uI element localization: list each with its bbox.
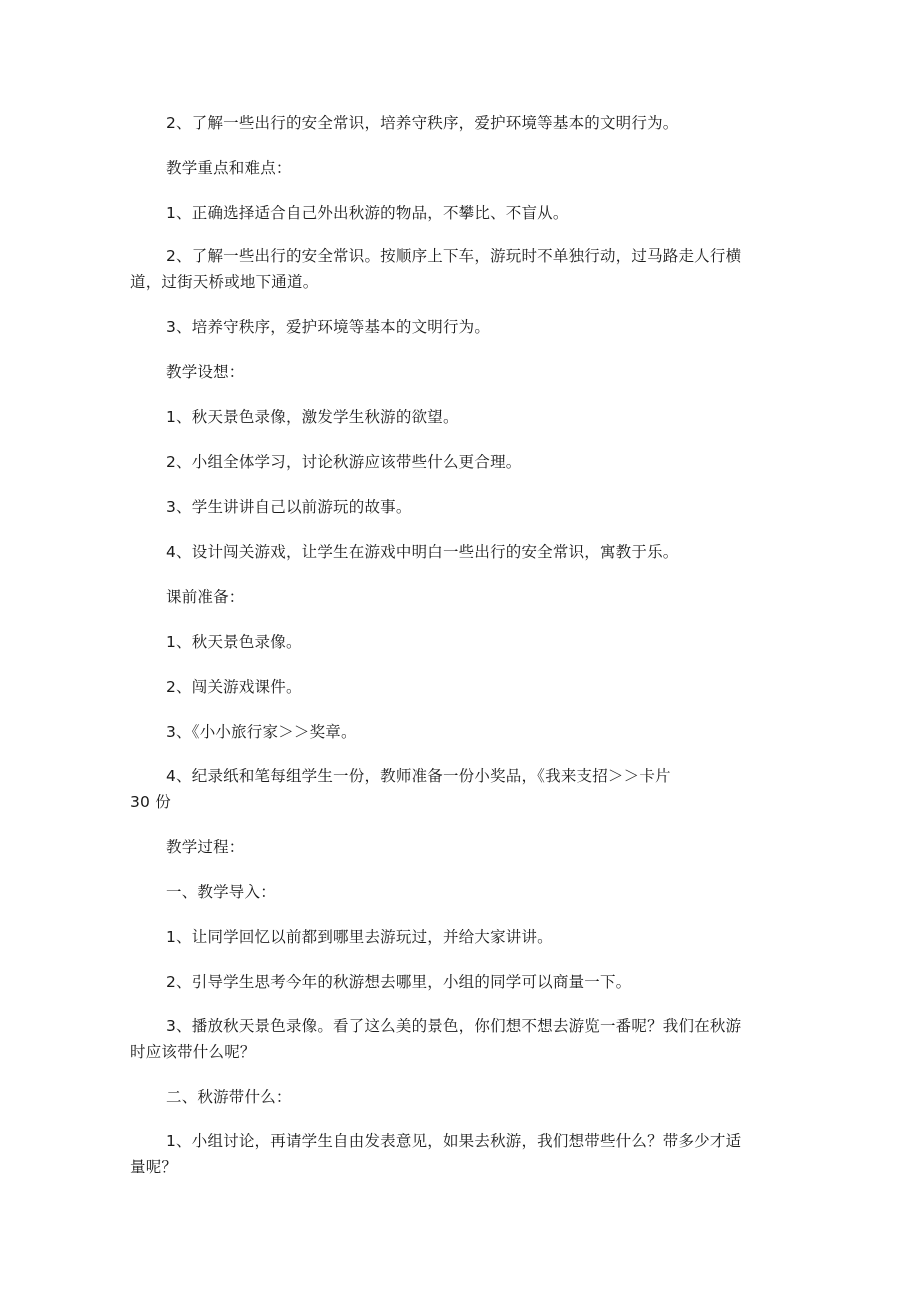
heading-preparation: 课前准备： xyxy=(166,588,245,606)
paragraph-key-point-3: 3、培养守秩序，爱护环境等基本的文明行为。 xyxy=(166,318,491,336)
paragraph-prep-3: 3、《小小旅行家＞＞奖章。 xyxy=(166,723,357,741)
paragraph-intro-3-line-1: 3、播放秋天景色录像。看了这么美的景色，你们想不想去游览一番呢？我们在秋游 xyxy=(166,1017,742,1035)
paragraph-bring-1-line-2: 量呢？ xyxy=(130,1158,178,1176)
paragraph-bring-1-line-1: 1、小组讨论，再请学生自由发表意见，如果去秋游，我们想带些什么？带多少才适 xyxy=(166,1132,742,1150)
paragraph-idea-4: 4、设计闯关游戏，让学生在游戏中明白一些出行的安全常识，寓教于乐。 xyxy=(166,543,679,561)
paragraph-prep-2: 2、闯关游戏课件。 xyxy=(166,678,302,696)
paragraph-idea-3: 3、学生讲讲自己以前游玩的故事。 xyxy=(166,498,412,516)
paragraph-intro-2: 2、引导学生思考今年的秋游想去哪里，小组的同学可以商量一下。 xyxy=(166,973,632,991)
paragraph-idea-1: 1、秋天景色录像，激发学生秋游的欲望。 xyxy=(166,408,459,426)
heading-key-points: 教学重点和难点： xyxy=(166,159,292,177)
paragraph-goal-2: 2、了解一些出行的安全常识，培养守秩序，爱护环境等基本的文明行为。 xyxy=(166,114,679,132)
paragraph-key-point-2-line-1: 2、了解一些出行的安全常识。按顺序上下车，游玩时不单独行动，过马路走人行横 xyxy=(166,247,742,265)
paragraph-intro-1: 1、让同学回忆以前都到哪里去游玩过，并给大家讲讲。 xyxy=(166,928,553,946)
paragraph-prep-4-line-1: 4、纪录纸和笔每组学生一份，教师准备一份小奖品，《我来支招＞＞卡片 xyxy=(166,767,671,785)
paragraph-idea-2: 2、小组全体学习，讨论秋游应该带些什么更合理。 xyxy=(166,453,522,471)
paragraph-intro-3-line-2: 时应该带什么呢？ xyxy=(130,1043,256,1061)
heading-teaching-ideas: 教学设想： xyxy=(166,363,245,381)
heading-teaching-process: 教学过程： xyxy=(166,838,245,856)
paragraph-prep-1: 1、秋天景色录像。 xyxy=(166,633,302,651)
heading-what-to-bring: 二、秋游带什么： xyxy=(166,1088,292,1106)
heading-introduction: 一、教学导入： xyxy=(166,883,276,901)
paragraph-key-point-1: 1、正确选择适合自己外出秋游的物品，不攀比、不盲从。 xyxy=(166,204,569,222)
paragraph-prep-4-line-2: 30 份 xyxy=(130,793,171,811)
paragraph-key-point-2-line-2: 道，过街天桥或地下通道。 xyxy=(130,273,319,291)
